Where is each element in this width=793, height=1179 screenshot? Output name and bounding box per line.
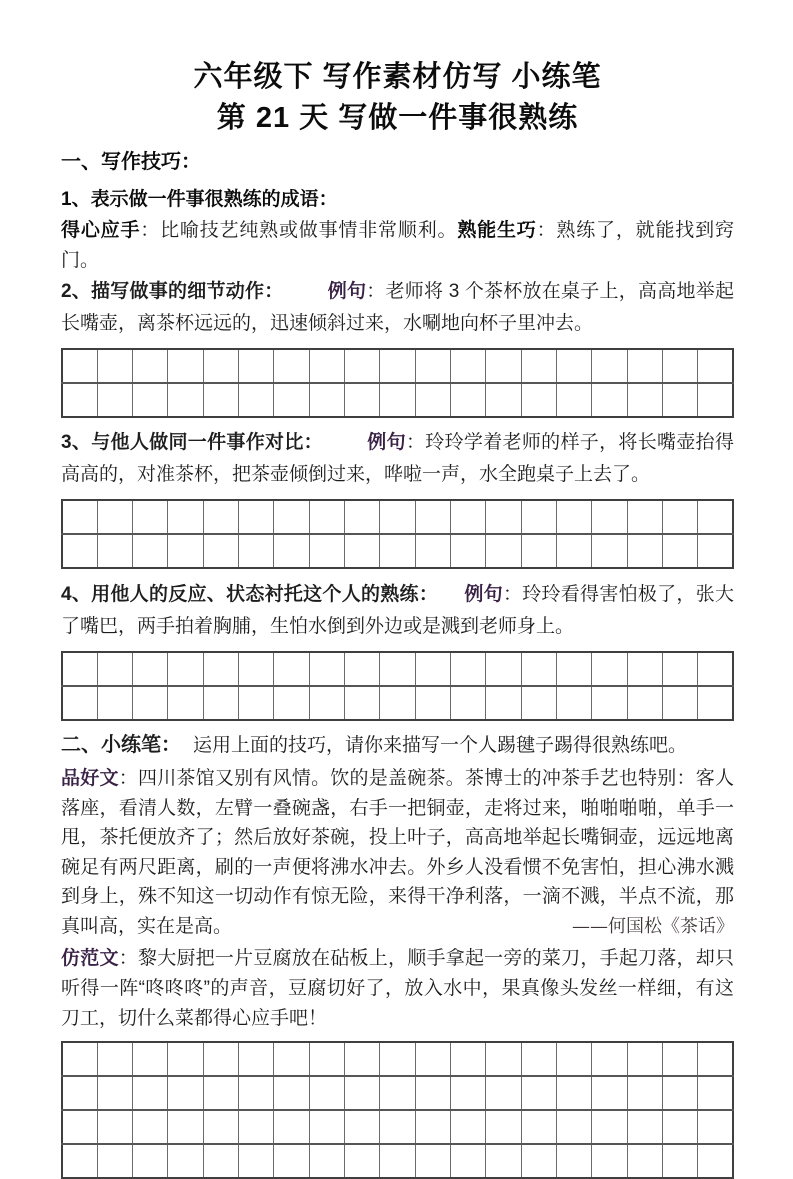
writing-grid-row (62, 1110, 733, 1144)
writing-grid-cell (592, 383, 627, 417)
writing-grid-cell (450, 1042, 485, 1076)
writing-grid-cell (168, 1076, 203, 1110)
writing-grid-cell (556, 686, 591, 720)
writing-grid-cell (274, 1144, 309, 1178)
item-2-paragraph (61, 276, 734, 340)
writing-grid-cell (662, 652, 697, 686)
writing-grid-cell (486, 686, 521, 720)
writing-grid-cell (62, 1042, 97, 1076)
item-3-example-label: 例句 (366, 432, 406, 453)
writing-grid-cell (415, 1110, 450, 1144)
writing-grid-cell (592, 652, 627, 686)
writing-grid-cell (450, 1110, 485, 1144)
idiom-term-2: 熟能生巧 (457, 220, 537, 241)
writing-grid-cell (97, 1110, 132, 1144)
writing-grid-cell (698, 1076, 733, 1110)
item-3-paragraph (61, 427, 734, 491)
writing-grid-cell (380, 652, 415, 686)
writing-grid-cell (698, 1144, 733, 1178)
writing-grid-cell (133, 1144, 168, 1178)
imitation-label: 仿范文 (61, 948, 119, 969)
writing-grid-cell (662, 500, 697, 534)
writing-grid-cell (627, 500, 662, 534)
writing-grid-cell (168, 686, 203, 720)
writing-grid-cell (627, 1042, 662, 1076)
writing-grid-cell (556, 652, 591, 686)
writing-grid-cell (168, 500, 203, 534)
writing-grid-cell (97, 383, 132, 417)
writing-grid-cell (274, 500, 309, 534)
writing-grid-row (62, 534, 733, 568)
idiom-line (61, 216, 734, 276)
writing-grid-cell (97, 652, 132, 686)
writing-grid-cell (309, 1110, 344, 1144)
writing-grid-cell (486, 1144, 521, 1178)
writing-grid-cell (415, 349, 450, 383)
writing-grid-cell (62, 686, 97, 720)
writing-grid-cell (274, 349, 309, 383)
writing-grid-cell (698, 1042, 733, 1076)
item-4-example-text: ：玲玲看得害怕极了，张大了嘴巴，两手拍着胸脯，生怕水倒到外边或是溅到老师身上。 (61, 584, 734, 637)
writing-grid-cell (62, 349, 97, 383)
writing-grid-row (62, 349, 733, 383)
writing-grid-cell (415, 652, 450, 686)
writing-grid-cell (627, 349, 662, 383)
writing-grid-cell (662, 383, 697, 417)
writing-grid-cell (97, 534, 132, 568)
writing-grid-cell (698, 1110, 733, 1144)
writing-grid-1 (61, 348, 734, 418)
writing-grid-cell (556, 1076, 591, 1110)
writing-grid-cell (168, 534, 203, 568)
writing-grid-cell (486, 652, 521, 686)
practice-intro: 运用上面的技巧，请你来描写一个人踢毽子踢得很熟练吧。 (193, 735, 688, 756)
writing-grid-cell (239, 1144, 274, 1178)
writing-grid-cell (698, 349, 733, 383)
writing-grid-cell (521, 1042, 556, 1076)
writing-grid-cell (450, 534, 485, 568)
writing-grid-cell (345, 500, 380, 534)
section-2-heading: 二、小练笔： (61, 734, 181, 756)
writing-grid-cell (239, 534, 274, 568)
item-2-example-label: 例句 (327, 281, 367, 302)
writing-grid-cell (309, 1076, 344, 1110)
writing-grid-cell (592, 1144, 627, 1178)
writing-grid-cell (556, 383, 591, 417)
writing-grid-cell (380, 1042, 415, 1076)
writing-grid-cell (168, 1042, 203, 1076)
writing-grid-cell (239, 383, 274, 417)
writing-grid-cell (309, 349, 344, 383)
writing-grid-cell (97, 500, 132, 534)
writing-grid-cell (133, 534, 168, 568)
writing-grid-cell (556, 349, 591, 383)
writing-grid-cell (592, 1042, 627, 1076)
item-3-heading: 3、与他人做同一件事作对比： (61, 432, 323, 453)
writing-grid-cell (662, 1076, 697, 1110)
writing-grid-cell (274, 383, 309, 417)
writing-grid-cell (133, 686, 168, 720)
writing-grid-cell (662, 1144, 697, 1178)
writing-grid-cell (592, 534, 627, 568)
writing-grid-cell (662, 686, 697, 720)
writing-grid-cell (592, 500, 627, 534)
writing-grid-cell (556, 500, 591, 534)
writing-grid-cell (592, 1110, 627, 1144)
writing-grid-cell (521, 686, 556, 720)
writing-grid-cell (203, 349, 238, 383)
writing-grid-cell (415, 1042, 450, 1076)
writing-grid-cell (309, 686, 344, 720)
writing-grid-cell (97, 349, 132, 383)
writing-grid-row (62, 686, 733, 720)
writing-grid-cell (698, 500, 733, 534)
writing-grid-cell (239, 652, 274, 686)
writing-grid-4 (61, 1041, 734, 1179)
writing-grid-cell (239, 349, 274, 383)
writing-grid-cell (274, 534, 309, 568)
writing-grid-cell (97, 1144, 132, 1178)
writing-grid-cell (133, 1110, 168, 1144)
writing-grid-cell (203, 500, 238, 534)
writing-grid-cell (345, 383, 380, 417)
writing-grid-cell (309, 534, 344, 568)
writing-grid-cell (133, 383, 168, 417)
writing-grid-cell (698, 383, 733, 417)
writing-grid-cell (345, 349, 380, 383)
writing-grid-cell (486, 1076, 521, 1110)
good-text-label: 品好文 (61, 768, 119, 789)
writing-grid-cell (97, 1042, 132, 1076)
writing-grid-row (62, 500, 733, 534)
writing-grid-cell (627, 652, 662, 686)
writing-grid-cell (486, 349, 521, 383)
writing-grid-cell (521, 1076, 556, 1110)
writing-grid-cell (239, 500, 274, 534)
writing-grid-cell (521, 383, 556, 417)
writing-grid-cell (486, 500, 521, 534)
writing-grid-cell (345, 1076, 380, 1110)
writing-grid-3 (61, 651, 734, 721)
writing-grid-cell (274, 1110, 309, 1144)
writing-grid-cell (309, 500, 344, 534)
writing-grid-cell (239, 1042, 274, 1076)
writing-grid-2 (61, 499, 734, 569)
writing-grid-cell (450, 652, 485, 686)
writing-grid-cell (203, 1076, 238, 1110)
writing-grid-cell (450, 1144, 485, 1178)
writing-grid-cell (380, 1144, 415, 1178)
writing-grid-cell (97, 1076, 132, 1110)
writing-grid-cell (556, 1144, 591, 1178)
writing-grid-cell (345, 686, 380, 720)
writing-grid-cell (380, 1076, 415, 1110)
item-3-example-text: ：玲玲学着老师的样子，将长嘴壶抬得高高的，对准茶杯，把茶壶倾倒过来，哗啦一声，水全跑桌子上去了。 (61, 432, 734, 485)
good-text-attribution: ——何国松《茶话》 (572, 915, 734, 937)
writing-grid-cell (486, 1042, 521, 1076)
writing-grid-cell (309, 1042, 344, 1076)
good-text-body: ：四川茶馆又别有风情。饮的是盖碗茶。茶博士的冲茶手艺也特别：客人落座，看清人数，左臂一叠碗盏，右手一把铜壶，走将过来，啪啪啪啪，单手一甩，茶托便放齐了；然后放好茶碗，投上叶子，高高地举起长嘴铜壶，远远地离碗足有两尺距离，刷的一声便将沸水冲去。外乡人没看惯不免害怕，担心沸水溅到身上，殊不知这一切动作有惊无险，来得干净利落，一滴不溅，半点不流，那真叫高，实在是高。 (61, 768, 734, 937)
idiom-def-2: ：熟练了，就能找到窍门。 (61, 220, 734, 271)
writing-grid-cell (168, 349, 203, 383)
writing-grid-cell (380, 686, 415, 720)
doc-title-line1: 六年级下 写作素材仿写 小练笔 (193, 61, 602, 93)
writing-grid-cell (203, 1042, 238, 1076)
writing-grid-cell (168, 383, 203, 417)
writing-grid-cell (62, 1076, 97, 1110)
writing-grid-4-wrap (61, 1041, 734, 1179)
writing-grid-cell (698, 652, 733, 686)
writing-grid-cell (592, 1076, 627, 1110)
writing-grid-cell (415, 383, 450, 417)
writing-grid-cell (380, 500, 415, 534)
writing-grid-cell (345, 652, 380, 686)
section-1-heading: 一、写作技巧： (61, 151, 201, 173)
imitation-body: ：黎大厨把一片豆腐放在砧板上，顺手拿起一旁的菜刀，手起刀落，却只听得一阵“咚咚咚”的声音，豆腐切好了，放入水中，果真像头发丝一样细，有这刀工，切什么菜都得心应手吧！ (61, 948, 734, 1029)
writing-grid-cell (556, 534, 591, 568)
item-4-paragraph (61, 579, 734, 643)
writing-grid-cell (380, 383, 415, 417)
writing-grid-2-wrap (61, 499, 734, 569)
writing-grid-cell (698, 534, 733, 568)
writing-grid-cell (415, 534, 450, 568)
writing-grid-cell (627, 1076, 662, 1110)
writing-grid-cell (62, 383, 97, 417)
writing-grid-cell (62, 1110, 97, 1144)
writing-grid-cell (521, 500, 556, 534)
idiom-term-1: 得心应手 (61, 220, 141, 241)
writing-grid-cell (62, 500, 97, 534)
writing-grid-cell (168, 1110, 203, 1144)
writing-grid-cell (309, 652, 344, 686)
writing-grid-cell (450, 500, 485, 534)
writing-grid-cell (203, 686, 238, 720)
writing-grid-row (62, 652, 733, 686)
writing-grid-cell (592, 686, 627, 720)
writing-grid-row (62, 383, 733, 417)
item-1-heading: 1、表示做一件事很熟练的成语： (61, 189, 338, 210)
imitation-paragraph (61, 944, 734, 1034)
writing-grid-cell (627, 686, 662, 720)
writing-grid-cell (168, 1144, 203, 1178)
writing-grid-cell (380, 349, 415, 383)
writing-grid-cell (133, 652, 168, 686)
writing-grid-cell (521, 1110, 556, 1144)
writing-grid-cell (556, 1042, 591, 1076)
writing-grid-1-wrap (61, 348, 734, 418)
writing-grid-cell (239, 686, 274, 720)
writing-grid-cell (62, 534, 97, 568)
writing-grid-cell (415, 686, 450, 720)
writing-grid-cell (345, 534, 380, 568)
item-4-heading: 4、用他人的反应、状态衬托这个人的熟练： (61, 584, 439, 605)
writing-grid-cell (239, 1076, 274, 1110)
writing-grid-cell (345, 1042, 380, 1076)
writing-grid-cell (203, 652, 238, 686)
writing-grid-cell (415, 1076, 450, 1110)
writing-grid-cell (627, 1144, 662, 1178)
writing-grid-cell (133, 349, 168, 383)
writing-grid-cell (627, 1110, 662, 1144)
item-2-example-text: ：老师将 3 个茶杯放在桌子上，高高地举起长嘴壶，离茶杯远远的，迅速倾斜过来，水唰地向杯子里冲去。 (61, 281, 734, 334)
writing-grid-cell (521, 349, 556, 383)
doc-title-line2: 第 21 天 写做一件事很熟练 (216, 102, 579, 134)
writing-grid-cell (450, 1076, 485, 1110)
writing-grid-cell (133, 1042, 168, 1076)
writing-grid-cell (627, 534, 662, 568)
writing-grid-cell (309, 1144, 344, 1178)
writing-grid-cell (203, 1110, 238, 1144)
writing-grid-cell (239, 1110, 274, 1144)
writing-grid-cell (345, 1144, 380, 1178)
writing-grid-cell (521, 652, 556, 686)
writing-grid-cell (627, 383, 662, 417)
good-text-paragraph (61, 764, 734, 941)
item-4-example-label: 例句 (464, 584, 503, 605)
writing-grid-cell (274, 1042, 309, 1076)
writing-grid-cell (203, 1144, 238, 1178)
writing-grid-3-wrap (61, 651, 734, 721)
writing-grid-cell (168, 652, 203, 686)
writing-grid-cell (486, 1110, 521, 1144)
writing-grid-cell (486, 534, 521, 568)
idiom-def-1: ：比喻技艺纯熟或做事情非常顺利。 (140, 220, 458, 241)
writing-grid-cell (698, 686, 733, 720)
writing-grid-cell (380, 1110, 415, 1144)
writing-grid-cell (133, 1076, 168, 1110)
writing-grid-row (62, 1076, 733, 1110)
writing-grid-cell (450, 686, 485, 720)
writing-grid-cell (592, 349, 627, 383)
item-2-heading: 2、描写做事的细节动作： (61, 281, 284, 302)
writing-grid-cell (62, 652, 97, 686)
writing-grid-cell (309, 383, 344, 417)
writing-grid-cell (62, 1144, 97, 1178)
writing-grid-cell (345, 1110, 380, 1144)
writing-grid-cell (415, 1144, 450, 1178)
writing-grid-cell (274, 652, 309, 686)
writing-grid-cell (97, 686, 132, 720)
writing-grid-cell (450, 383, 485, 417)
writing-grid-cell (521, 534, 556, 568)
writing-grid-cell (662, 1110, 697, 1144)
writing-grid-cell (556, 1110, 591, 1144)
writing-grid-cell (274, 1076, 309, 1110)
writing-grid-cell (203, 534, 238, 568)
writing-grid-cell (486, 383, 521, 417)
writing-grid-cell (662, 534, 697, 568)
writing-grid-cell (662, 349, 697, 383)
writing-grid-row (62, 1042, 733, 1076)
writing-grid-cell (274, 686, 309, 720)
writing-grid-cell (133, 500, 168, 534)
writing-grid-cell (521, 1144, 556, 1178)
writing-grid-cell (203, 383, 238, 417)
writing-grid-cell (450, 349, 485, 383)
section-2-line (61, 730, 734, 761)
writing-grid-row (62, 1144, 733, 1178)
writing-grid-cell (662, 1042, 697, 1076)
writing-grid-cell (380, 534, 415, 568)
writing-grid-cell (415, 500, 450, 534)
